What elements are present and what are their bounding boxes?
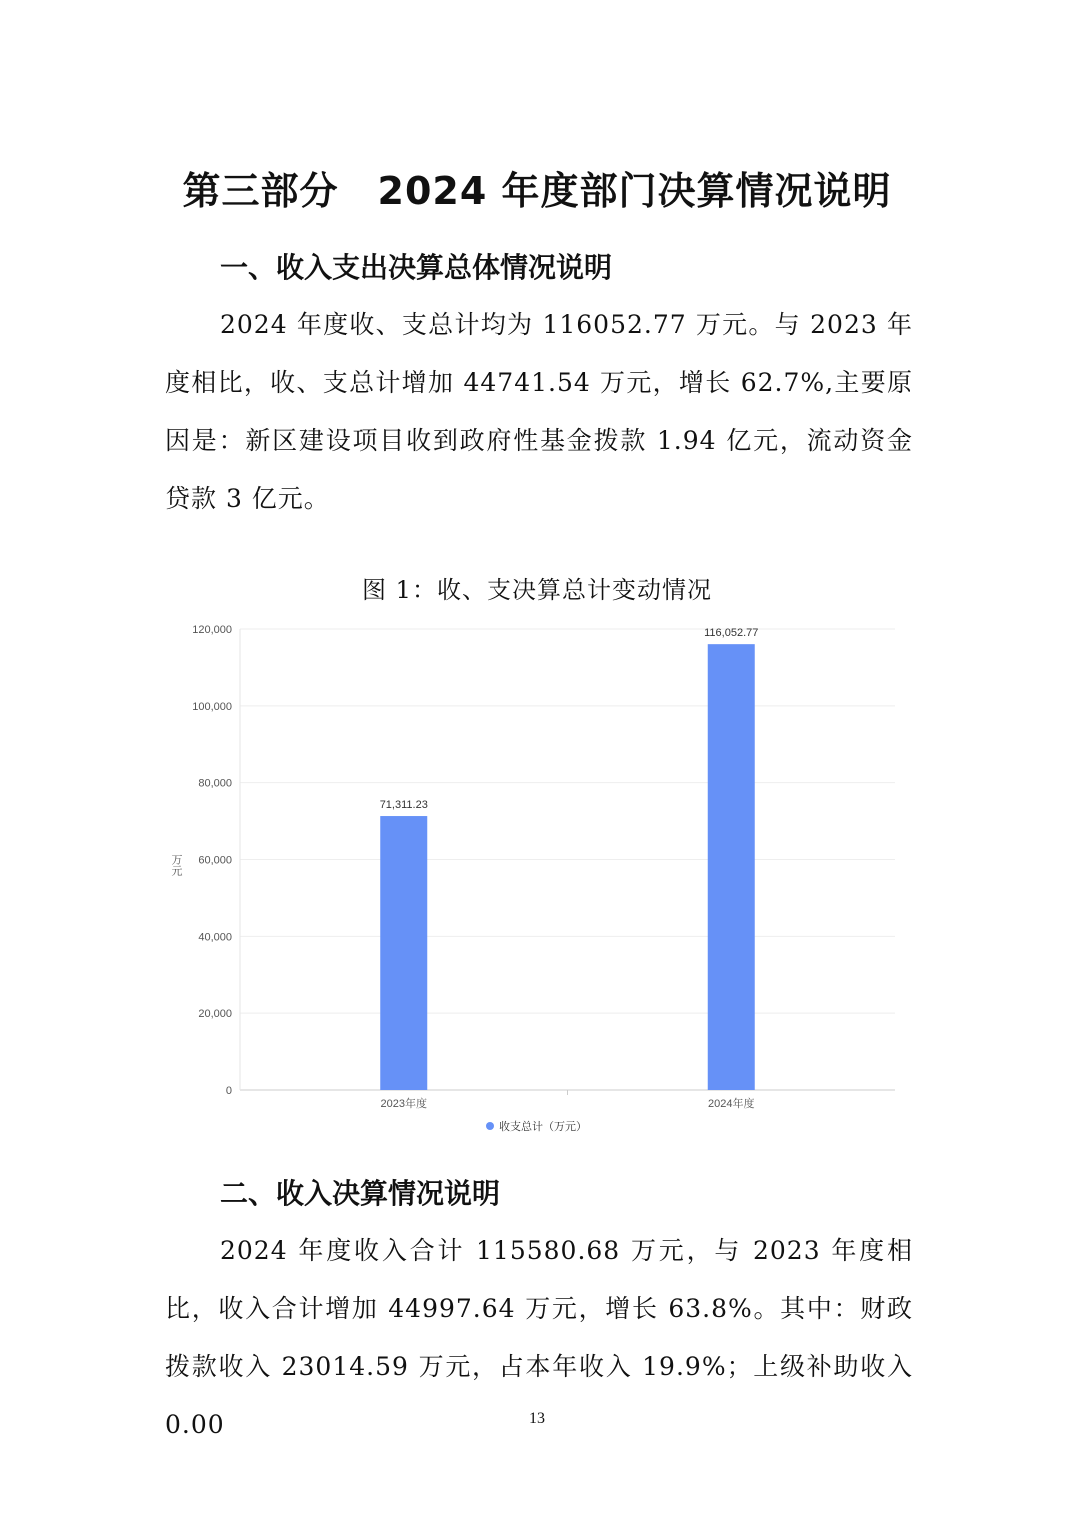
bar-value-label: 71,311.23: [379, 799, 428, 812]
page-title: 第三部分 2024 年度部门决算情况说明: [182, 169, 892, 213]
legend-swatch: [486, 1122, 494, 1130]
y-tick-label: 100,000: [192, 700, 232, 713]
bar: [708, 644, 755, 1090]
page-number: 13: [529, 1410, 545, 1427]
section-heading-1: 一、收入支出决算总体情况说明: [220, 251, 613, 284]
y-tick-label: 40,000: [198, 931, 232, 944]
section-2-paragraph: 2024 年度收入合计 115580.68 万元，与 2023 年度相比，收入合计增加 44997.64 万元，增长 63.8%。其中：财政拨款收入 23014.59 万元，占本年收入 19.9%；上级补助收入 0.00: [165, 1236, 913, 1439]
y-tick-label: 60,000: [198, 854, 232, 867]
x-tick-label: 2024年度: [708, 1098, 755, 1110]
section-heading-2: 二、收入决算情况说明: [220, 1177, 501, 1210]
chart-legend: [486, 1119, 587, 1133]
y-tick-label: 0: [225, 1085, 232, 1097]
bar-chart: [0, 600, 1074, 1160]
chart-bar-labels: [380, 627, 759, 811]
y-tick-label: 120,000: [192, 624, 232, 636]
section-1-paragraph: 2024 年度收、支总计均为 116052.77 万元。与 2023 年度相比，收、支总计增加 44741.54 万元，增长 62.7%,主要原因是：新区建设项目收到政府性基金拨款 1.94 亿元，流动资金贷款 3 亿元。: [165, 310, 913, 513]
bar-value-label: 116,052.77: [704, 627, 759, 640]
chart-bars: [380, 644, 755, 1090]
chart-title: 图 1：收、支决算总计变动情况: [362, 576, 712, 604]
y-axis-label: 万元: [170, 854, 182, 876]
y-axis-ticks: [192, 624, 232, 1097]
y-tick-label: 20,000: [198, 1008, 232, 1021]
bar: [380, 816, 427, 1090]
y-tick-label: 80,000: [198, 777, 232, 790]
chart-gridlines: [240, 629, 895, 1095]
x-tick-label: 2023年度: [380, 1098, 427, 1110]
x-axis-ticks: [381, 1096, 755, 1110]
legend-label: 收支总计（万元）: [499, 1121, 587, 1133]
